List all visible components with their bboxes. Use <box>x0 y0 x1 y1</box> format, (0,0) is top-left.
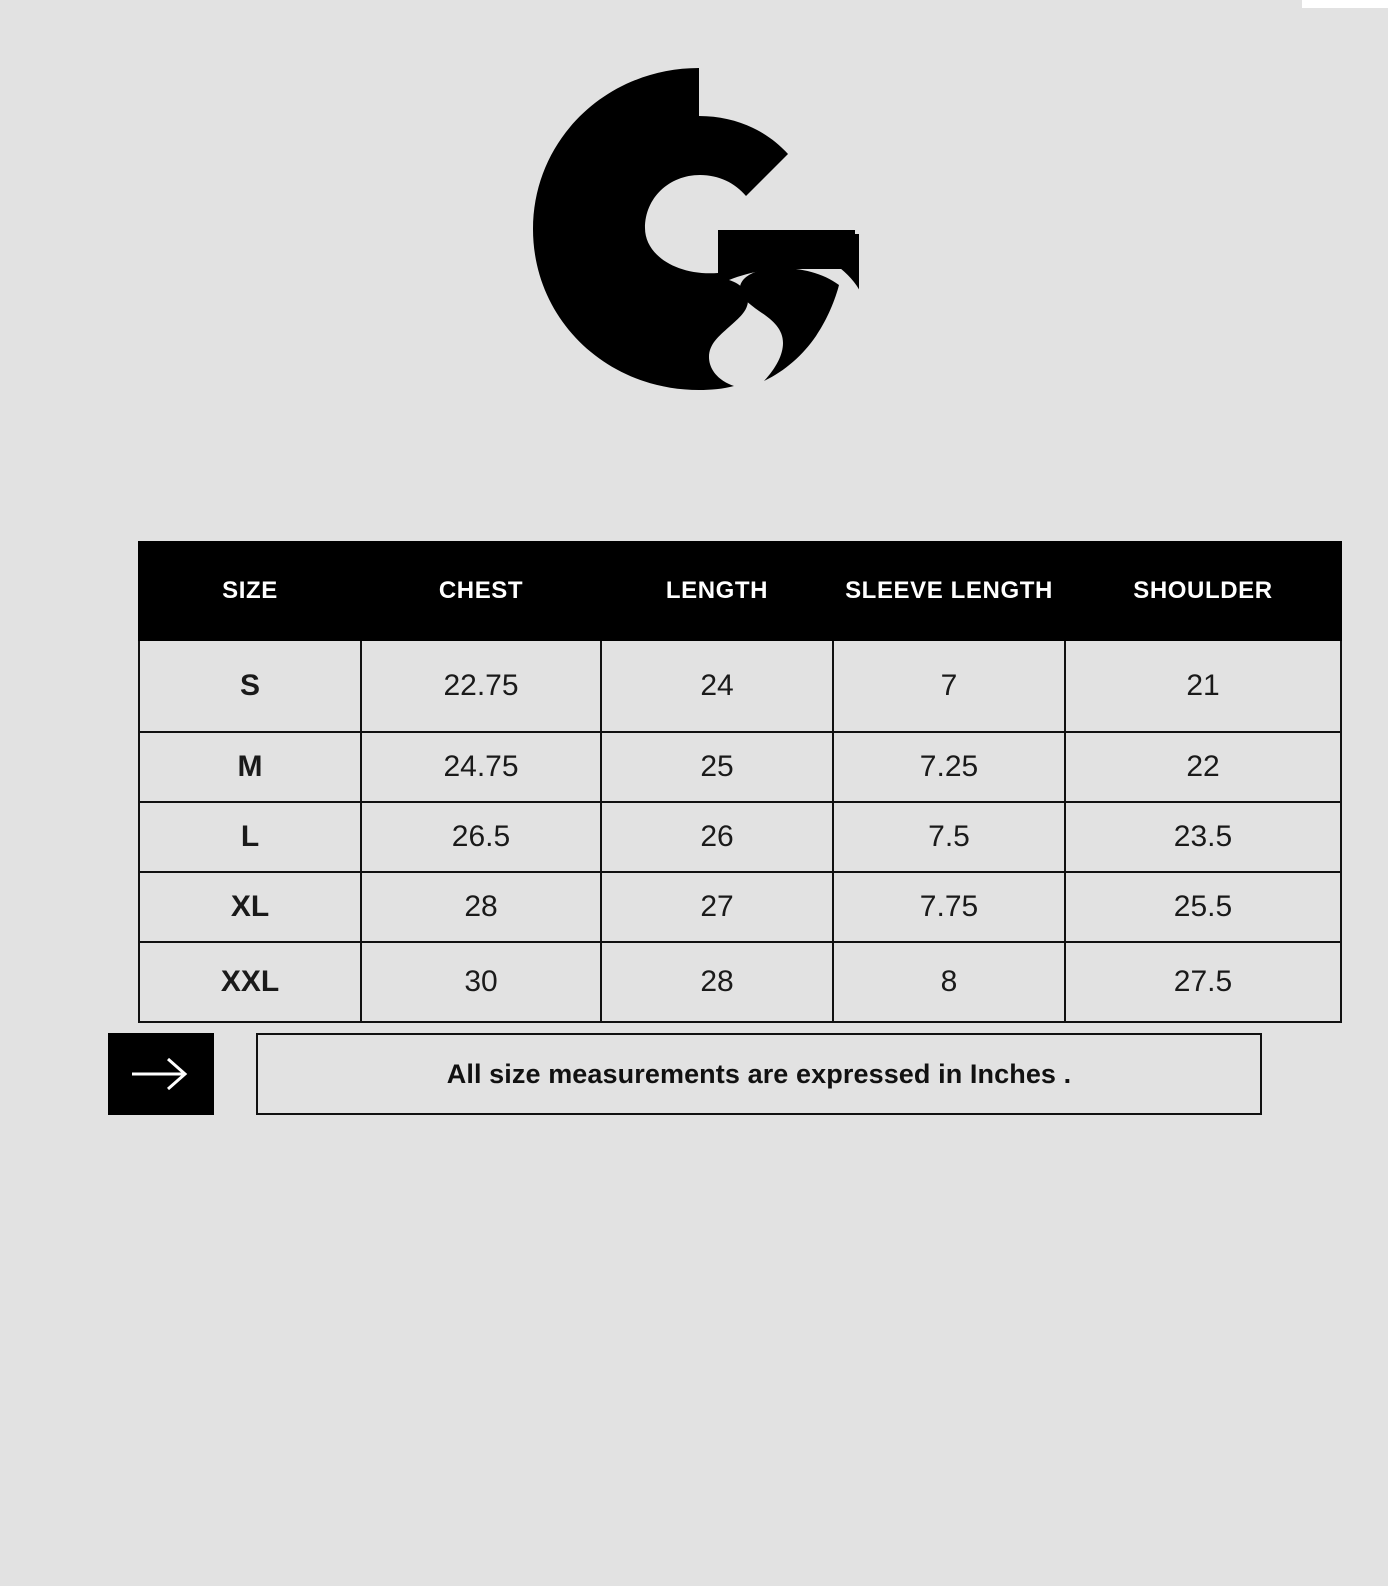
cell-sleeve-length: 7.25 <box>833 732 1065 802</box>
cell-chest: 24.75 <box>361 732 601 802</box>
cell-size: XL <box>139 872 361 942</box>
page-corner-sliver <box>1302 0 1388 8</box>
table-row <box>139 942 1341 1022</box>
table-row <box>139 640 1341 732</box>
cell-shoulder: 25.5 <box>1065 872 1341 942</box>
table-row <box>139 802 1341 872</box>
cell-shoulder: 21 <box>1065 640 1341 732</box>
cell-size: L <box>139 802 361 872</box>
table-row <box>139 732 1341 802</box>
measurement-note-text: All size measurements are expressed in Inches . <box>446 1058 1072 1089</box>
cell-size: XXL <box>139 942 361 1022</box>
cell-chest: 22.75 <box>361 640 601 732</box>
cell-length: 28 <box>601 942 833 1022</box>
arrow-right-badge <box>108 1033 214 1115</box>
cell-sleeve-length: 7.75 <box>833 872 1065 942</box>
column-header-sleeve-length: SLEEVE LENGTH <box>833 542 1065 640</box>
cell-sleeve-length: 8 <box>833 942 1065 1022</box>
measurement-note-box <box>256 1033 1262 1115</box>
cell-shoulder: 23.5 <box>1065 802 1341 872</box>
cell-shoulder: 22 <box>1065 732 1341 802</box>
cell-size: M <box>139 732 361 802</box>
cell-length: 26 <box>601 802 833 872</box>
column-header-chest: CHEST <box>361 542 601 640</box>
cell-sleeve-length: 7 <box>833 640 1065 732</box>
cell-chest: 30 <box>361 942 601 1022</box>
cell-length: 25 <box>601 732 833 802</box>
g-river-logo-icon <box>529 62 859 407</box>
column-header-shoulder: SHOULDER <box>1065 542 1341 640</box>
brand-logo <box>0 62 1388 407</box>
column-header-size: SIZE <box>139 542 361 640</box>
table-header-row <box>139 542 1341 640</box>
cell-chest: 26.5 <box>361 802 601 872</box>
cell-chest: 28 <box>361 872 601 942</box>
size-chart-table-container <box>138 541 1340 1023</box>
cell-sleeve-length: 7.5 <box>833 802 1065 872</box>
cell-length: 27 <box>601 872 833 942</box>
table-body <box>139 640 1341 1022</box>
table-row <box>139 872 1341 942</box>
cell-length: 24 <box>601 640 833 732</box>
measurement-note-row <box>108 1033 1262 1115</box>
size-chart-table <box>138 541 1342 1023</box>
arrow-right-icon <box>130 1055 192 1093</box>
cell-shoulder: 27.5 <box>1065 942 1341 1022</box>
cell-size: S <box>139 640 361 732</box>
table-header <box>139 542 1341 640</box>
column-header-length: LENGTH <box>601 542 833 640</box>
